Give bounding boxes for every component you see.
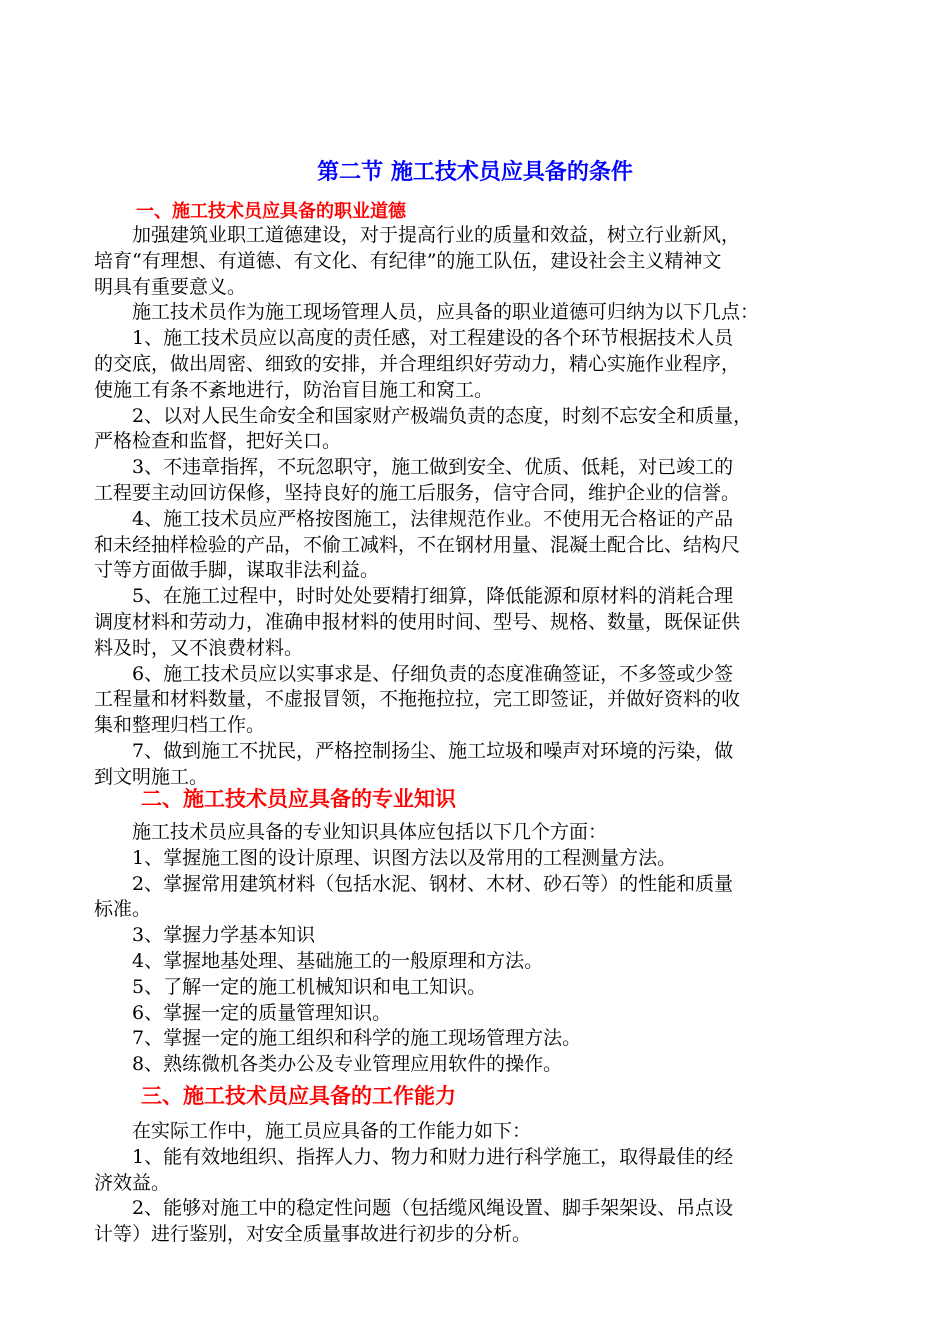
text-line: 6、掌握一定的质量管理知识。 <box>132 1001 392 1024</box>
text-line: 计等）进行鉴别，对安全质量事故进行初步的分析。 <box>94 1223 532 1246</box>
text-line: 严格检查和监督，把好关口。 <box>94 430 342 453</box>
text-line: 施工技术员作为施工现场管理人员，应具备的职业道德可归纳为以下几点： <box>132 301 760 324</box>
paragraph <box>94 1026 869 1052</box>
paragraph <box>94 1052 869 1078</box>
paragraph <box>94 820 869 846</box>
text-line: 济效益。 <box>94 1171 171 1194</box>
text-line: 2、能够对施工中的稳定性问题（包括缆风绳设置、脚手架架设、吊点设 <box>132 1197 734 1220</box>
text-line: 2、掌握常用建筑材料（包括水泥、钢材、木材、砂石等）的性能和质量 <box>132 872 734 895</box>
text-line: 4、施工技术员应严格按图施工，法律规范作业。不使用无合格证的产品 <box>132 507 734 530</box>
text-line: 7、做到施工不扰民，严格控制扬尘、施工垃圾和噪声对环境的污染，做 <box>132 739 734 762</box>
paragraph <box>94 404 869 456</box>
paragraph <box>94 223 869 300</box>
text-line: 明具有重要意义。 <box>94 275 247 298</box>
text-line: 的交底，做出周密、细致的安排，并合理组织好劳动力，精心实施作业程序， <box>94 352 741 375</box>
text-line: 3、掌握力学基本知识 <box>132 924 316 947</box>
paragraph <box>94 455 869 507</box>
text-line: 3、不违章指挥，不玩忽职守，施工做到安全、优质、低耗，对已竣工的 <box>132 456 734 479</box>
text-line: 和未经抽样检验的产品，不偷工减料，不在钢材用量、混凝土配合比、结构尺 <box>94 533 741 556</box>
paragraph <box>94 326 869 403</box>
text-line: 5、在施工过程中，时时处处要精打细算，降低能源和原材料的消耗合理 <box>132 585 734 608</box>
paragraph <box>94 1145 869 1197</box>
paragraph <box>94 872 869 924</box>
text-line: 7、掌握一定的施工组织和科学的施工现场管理方法。 <box>132 1027 582 1050</box>
text-line: 工程要主动回访保修，坚持良好的施工后服务，信守合同，维护企业的信誉。 <box>94 481 741 504</box>
section-body-ability <box>94 1119 869 1248</box>
text-line: 标准。 <box>94 898 152 921</box>
text-line: 工程量和材料数量，不虚报冒领，不拖拖拉拉，完工即签证，并做好资料的收 <box>94 688 741 711</box>
section-heading-ability: 三、施工技术员应具备的工作能力 <box>141 1084 456 1108</box>
text-line: 1、能有效地组织、指挥人力、物力和财力进行科学施工，取得最佳的经 <box>132 1145 734 1168</box>
text-line: 料及时，又不浪费材料。 <box>94 636 304 659</box>
paragraph <box>94 1119 869 1145</box>
text-line: 在实际工作中，施工员应具备的工作能力如下： <box>132 1120 532 1142</box>
text-line: 8、熟练微机各类办公及专业管理应用软件的操作。 <box>132 1053 563 1076</box>
paragraph <box>94 584 869 661</box>
paragraph <box>94 949 869 975</box>
paragraph <box>94 507 869 584</box>
paragraph <box>94 1001 869 1027</box>
section-heading-knowledge: 二、施工技术员应具备的专业知识 <box>141 787 456 811</box>
text-line: 6、施工技术员应以实事求是、仔细负责的态度准确签证，不多签或少签 <box>132 662 734 685</box>
section-body-knowledge <box>94 820 869 1078</box>
section-heading-ethics: 一、施工技术员应具备的职业道德 <box>136 201 406 222</box>
text-line: 1、掌握施工图的设计原理、识图方法以及常用的工程测量方法。 <box>132 846 677 869</box>
paragraph <box>94 1196 869 1248</box>
paragraph <box>94 662 869 739</box>
text-line: 2、以对人民生命安全和国家财产极端负责的态度，时刻不忘安全和质量， <box>132 404 753 427</box>
text-line: 到文明施工。 <box>94 765 209 788</box>
text-line: 加强建筑业职工道德建设，对于提高行业的质量和效益，树立行业新风， <box>132 224 741 246</box>
text-line: 5、了解一定的施工机械知识和电工知识。 <box>132 975 487 998</box>
section-body-ethics <box>94 223 869 791</box>
paragraph <box>94 300 869 326</box>
text-line: 施工技术员应具备的专业知识具体应包括以下几个方面： <box>132 821 608 843</box>
text-line: 集和整理归档工作。 <box>94 714 266 737</box>
text-line: 培育“有理想、有道德、有文化、有纪律”的施工队伍，建设社会主义精神文 <box>94 249 722 272</box>
text-line: 4、掌握地基处理、基础施工的一般原理和方法。 <box>132 949 544 972</box>
text-line: 使施工有条不紊地进行，防治盲目施工和窝工。 <box>94 378 494 401</box>
paragraph <box>94 975 869 1001</box>
paragraph <box>94 846 869 872</box>
text-line: 调度材料和劳动力，准确申报材料的使用时间、型号、规格、数量，既保证供 <box>94 610 741 633</box>
text-line: 1、施工技术员应以高度的责任感，对工程建设的各个环节根据技术人员 <box>132 327 734 350</box>
page-title: 第二节 施工技术员应具备的条件 <box>317 160 633 185</box>
text-line: 寸等方面做手脚，谋取非法利益。 <box>94 559 380 582</box>
paragraph <box>94 739 869 791</box>
paragraph <box>94 923 869 949</box>
